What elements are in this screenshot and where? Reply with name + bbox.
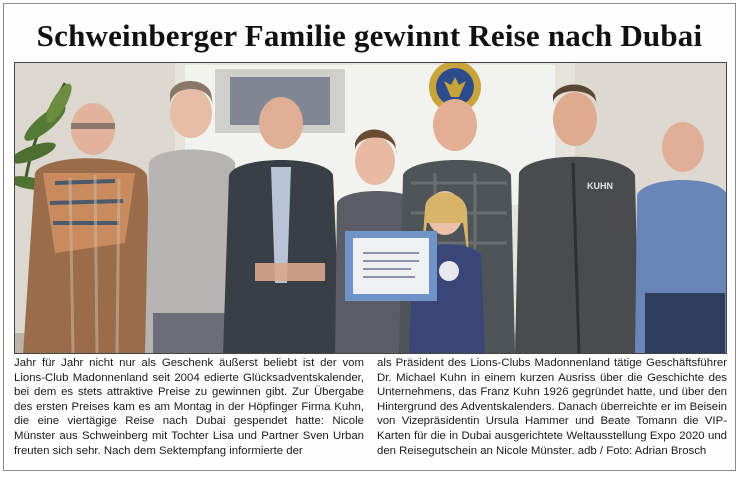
group-photo [14,62,727,354]
shirt-brand-label: KUHN [587,181,613,191]
article-text-1: Jahr für Jahr nicht nur als Geschenk äußerst beliebt ist der vom Lions-Club Madonnenland seit 2004 edierte Glücksadventskalender, bei dem es stets attraktive Preise zu gewinnen gibt. Zur Übergabe des ersten Preises kam es am Montag in der Höpfinger Firma Kuhn, die eine viertägige Reise nach Dubai gespendet hatte: Nicole Münster aus Schweinberg mit Tochter Lisa und Partner Sven Urban freuten sich sehr. Nach dem Sektempfang informierte der [14,357,364,457]
certificate [345,231,437,301]
article-text-2 [377,356,727,458]
article-body [14,356,727,464]
article-column-1 [14,356,364,464]
headline: Schweinberger Familie gewinnt Reise nach Dubai [36,18,703,53]
article-text-2-body: als Präsident des Lions-Clubs Madonnenland tätige Geschäftsführer Dr. Michael Kuhn in einem kurzen Ausriss über die Geschichte des Unternehmens, das Franz Kuhn 1926 gegründet hatte, und über den Hintergrund des Adventskalenders. Danach überreichte er im Beisein von Vizepräsidentin Ursula Hammer und Beate Tomann die VIP-Karten für die in Dubai ausgerichtete Weltausstellung Expo 2020 und den Reisegutschein an Nicole Münster. [377,357,727,457]
photo-credit: adb / Foto: Adrian Brosch [577,444,707,457]
article-column-2 [377,356,727,464]
newspaper-clipping [3,3,736,471]
photo-illustration [15,63,727,354]
